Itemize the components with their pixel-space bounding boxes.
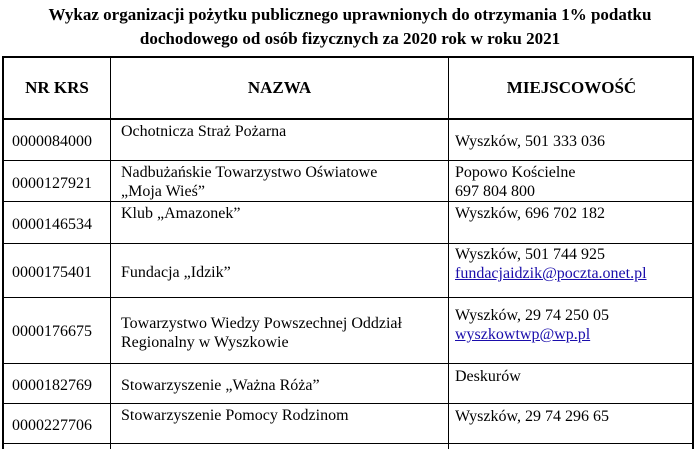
title-line-1: Wykaz organizacji pożytku publicznego uprawnionych do otrzymania 1% podatku [48,5,652,24]
row-2-place-line-2: 697 804 800 [455,183,535,200]
row-2-name-line-1: Nadbużańskie Towarzystwo Oświatowe [121,164,378,181]
row-divider [4,403,692,404]
row-4-name: Fundacja „Idzik” [121,264,231,281]
row-2-name-line-2: „Moja Wieś” [121,183,205,200]
header-divider [4,118,692,120]
row-divider [4,443,692,444]
row-4-email-link[interactable]: fundacjaidzik@poczta.onet.pl [455,265,647,282]
row-7-krs: 0000227706 [12,417,92,434]
row-7-name: Stowarzyszenie Pomocy Rodzinom [121,407,349,424]
row-4-krs: 0000175401 [12,264,92,281]
document-title [0,3,700,51]
row-5-name-line-1: Towarzystwo Wiedzy Powszechnej Oddział [121,315,402,332]
row-5-name-line-2: Regionalny w Wyszkowie [121,334,289,351]
row-4-place-line-1: Wyszków, 501 744 925 [455,246,605,263]
row-divider [4,201,692,202]
header-name: NAZWA [247,78,312,97]
row-6-place: Deskurów [455,368,521,385]
row-5-place-line-1: Wyszków, 29 74 250 05 [455,307,609,324]
row-2-krs: 0000127921 [12,175,92,192]
row-5-email-link[interactable]: wyszkowtwp@wp.pl [455,326,591,343]
row-divider [4,160,692,161]
row-7-place: Wyszków, 29 74 296 65 [455,408,609,425]
header-place: MIEJSCOWOŚĆ [506,78,637,97]
row-2-place-line-1: Popowo Kościelne [455,164,576,181]
row-1-name: Ochotnicza Straż Pożarna [121,123,287,140]
row-3-krs: 0000146534 [12,216,92,233]
organizations-table [2,56,694,449]
row-5-krs: 0000176675 [12,323,92,340]
row-3-name: Klub „Amazonek” [121,205,241,222]
row-divider [4,243,692,244]
row-3-place: Wyszków, 696 702 182 [455,205,605,222]
row-divider [4,297,692,298]
row-6-name: Stowarzyszenie „Ważna Róża” [121,377,320,394]
header-krs: NR KRS [25,78,89,97]
row-6-krs: 0000182769 [12,377,92,394]
row-1-krs: 0000084000 [12,133,92,150]
row-divider [4,363,692,364]
row-1-place: Wyszków, 501 333 036 [455,133,605,150]
title-line-2: dochodowego od osób fizycznych za 2020 rok w roku 2021 [139,29,561,48]
